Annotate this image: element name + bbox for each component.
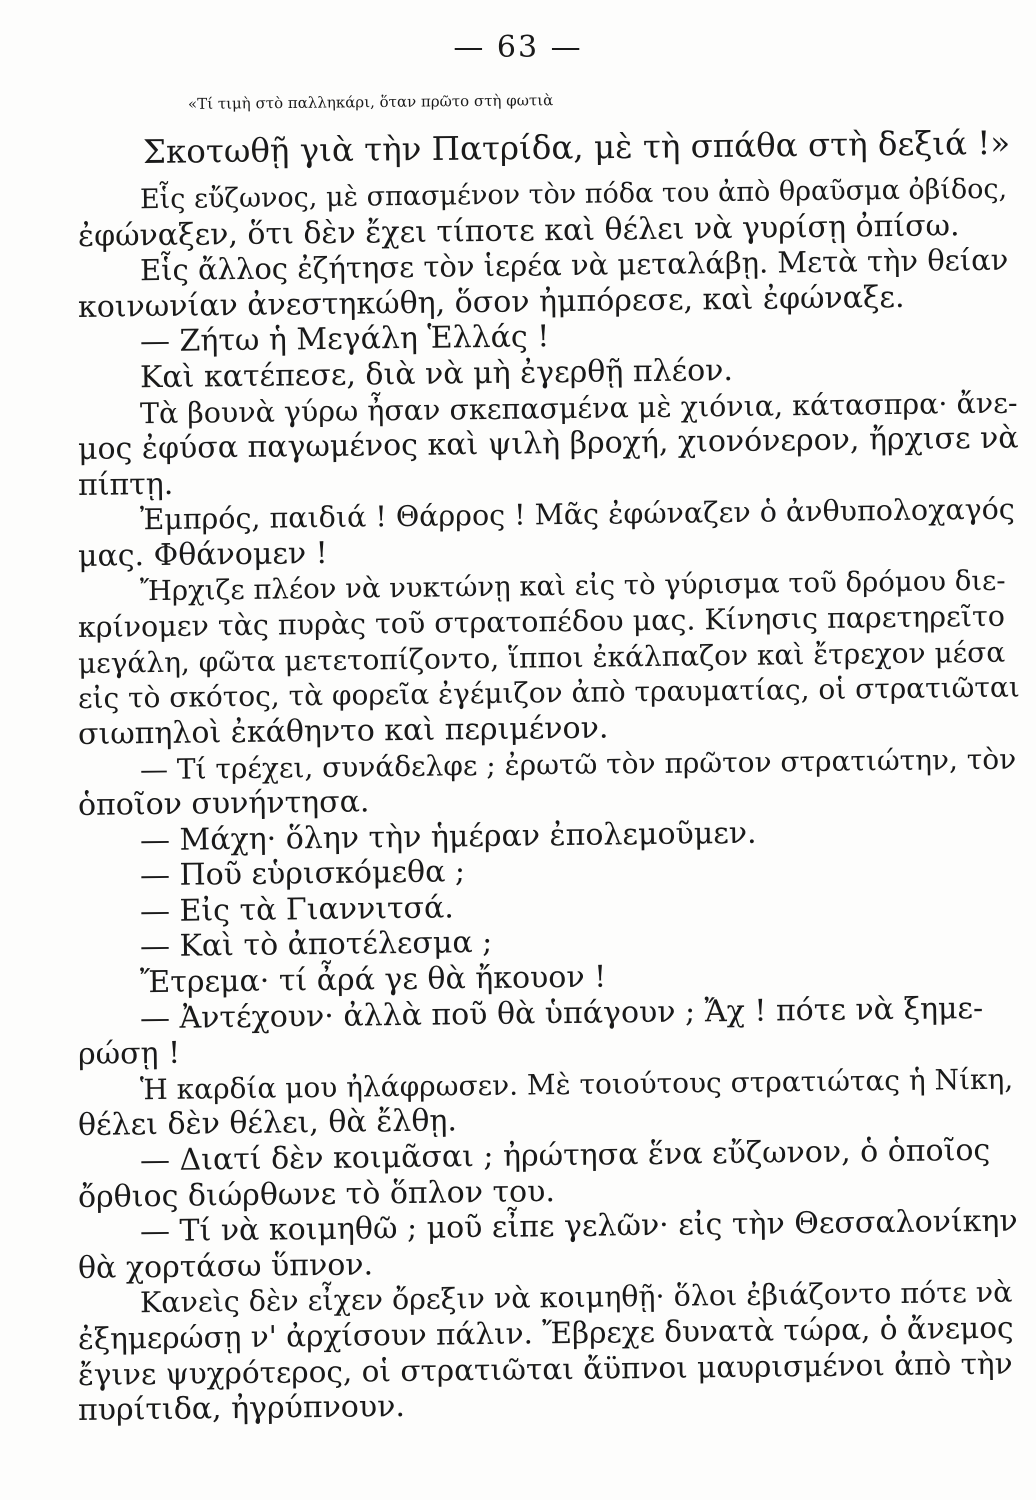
text-line: — Εἰς τὰ Γιαννιτσά. (139, 890, 455, 930)
text-line: ὄρθιος διώρθωνε τὸ ὅπλον του. (77, 1173, 556, 1215)
text-line: πίπτῃ. (77, 466, 174, 503)
text-line: ἐφώναξεν, ὅτι δὲν ἔχει τίποτε καὶ θέλει νὰ γυρίσῃ ὀπίσω. (77, 207, 960, 254)
text-line: μεγάλη, φῶτα μετετοπίζοντο, ἵπποι ἐκάλπαζον καὶ ἔτρεχον μέσα (77, 635, 1006, 680)
text-line: — Ποῦ εὑρισκόμεθα ; (139, 854, 466, 894)
body-text (77, 173, 1020, 1429)
text-line: Τὰ βουνὰ γύρω ἦσαν σκεπασμένα μὲ χιόνια, κάτασπρα· ἄνε- (139, 386, 1018, 430)
text-line: κρίνομεν τὰς πυρὰς τοῦ στρατοπέδου μας. Κίνησις παρετηρεῖτο (77, 599, 1006, 645)
text-line: Καὶ κατέπεσε, διὰ νὰ μὴ ἐγερθῇ πλέον. (139, 352, 734, 396)
verse-line: «Τί τιμὴ στὸ παλληκάρι, ὅταν πρῶτο στὴ φωτιὰ (187, 91, 554, 113)
page-number: — 63 — (453, 30, 583, 65)
text-line: — Ζήτω ἡ Μεγάλη Ἑλλάς ! (139, 319, 550, 360)
text-line: — Καὶ τὸ ἀποτέλεσμα ; (139, 925, 493, 965)
text-line: θὰ χορτάσω ὕπνον. (77, 1247, 374, 1286)
text-line: θέλει δὲν θέλει, θὰ ἔλθῃ. (77, 1103, 458, 1144)
text-line: μας. Φθάνομεν ! (77, 535, 328, 574)
text-line: ἐξημερώσῃ ν' ἀρχίσουν πάλιν. Ἔβρεχε δυνατὰ τώρα, ὁ ἄνεμος (77, 1310, 1014, 1356)
verse-line: Σκοτωθῇ γιὰ τὴν Πατρίδα, μὲ τὴ σπάθα στὴ δεξιά !» (142, 123, 1011, 171)
text-line: — Τί τρέχει, συνάδελφε ; ἐρωτῶ τὸν πρῶτον στρατιώτην, τὸν (139, 742, 1017, 786)
text-line: Κανεὶς δὲν εἶχεν ὄρεξιν νὰ κοιμηθῇ· ὅλοι ἐβιάζοντο πότε νὰ (139, 1275, 1013, 1320)
text-line: — Τί νὰ κοιμηθῶ ; μοῦ εἶπε γελῶν· εἰς τὴν Θεσσαλονίκην (139, 1203, 1018, 1250)
text-line: κοινωνίαν ἀνεστηκώθη, ὅσον ἠμπόρεσε, καὶ ἐφώναξε. (77, 279, 905, 325)
text-line: — Ἀντέχουν· ἀλλὰ ποῦ θὰ ὑπάγουν ; Ἄχ ! πότε νὰ ξημε- (139, 990, 984, 1036)
text-line: ὁποῖον συνήντησα. (77, 784, 370, 824)
text-line: Εἷς ἄλλος ἐζήτησε τὸν ἱερέα νὰ μεταλάβῃ. Μετὰ τὴν θείαν (139, 242, 1009, 288)
text-line: Ἡ καρδία μου ἠλάφρωσεν. Μὲ τοιούτους στρατιώτας ἡ Νίκη, (139, 1062, 1014, 1107)
text-line: μος ἐφύσα παγωμένος καὶ ψιλὴ βροχή, χιονόνερον, ἤρχισε νὰ (77, 420, 1019, 468)
text-line: Ἔτρεμα· τί ἆρά γε θὰ ἤκουον ! (139, 959, 607, 1001)
text-line: σιωπηλοὶ ἐκάθηντο καὶ περιμένον. (77, 710, 609, 752)
text-line: — Μάχη· ὅλην τὴν ἡμέραν ἐπολεμοῦμεν. (139, 815, 757, 858)
text-line: εἰς τὸ σκότος, τὰ φορεῖα ἐγέμιζον ἀπὸ τραυματίας, οἱ στρατιῶται (77, 670, 1020, 716)
text-line: πυρίτιδα, ἠγρύπνουν. (77, 1389, 406, 1429)
text-line: ἔγινε ψυχρότερος, οἱ στρατιῶται ἄϋπνοι μαυρισμένοι ἀπὸ τὴν (77, 1346, 1013, 1392)
text-line: Ἐμπρός, παιδιά ! Θάρρος ! Μᾶς ἐφώναζεν ὁ ἀνθυπολοχαγός (139, 492, 1015, 537)
text-line: Εἷς εὔζωνος, μὲ σπασμένον τὸν πόδα του ἀπὸ θραῦσμα ὀβίδος, (139, 173, 1008, 216)
text-line: — Διατί δὲν κοιμᾶσαι ; ἠρώτησα ἕνα εὔζωνον, ὁ ὁποῖος (139, 1132, 991, 1179)
text-line: ρώσῃ ! (77, 1036, 181, 1073)
text-line: Ἤρχιζε πλέον νὰ νυκτώνῃ καὶ εἰς τὸ γύρισμα τοῦ δρόμου διε- (139, 564, 1006, 607)
